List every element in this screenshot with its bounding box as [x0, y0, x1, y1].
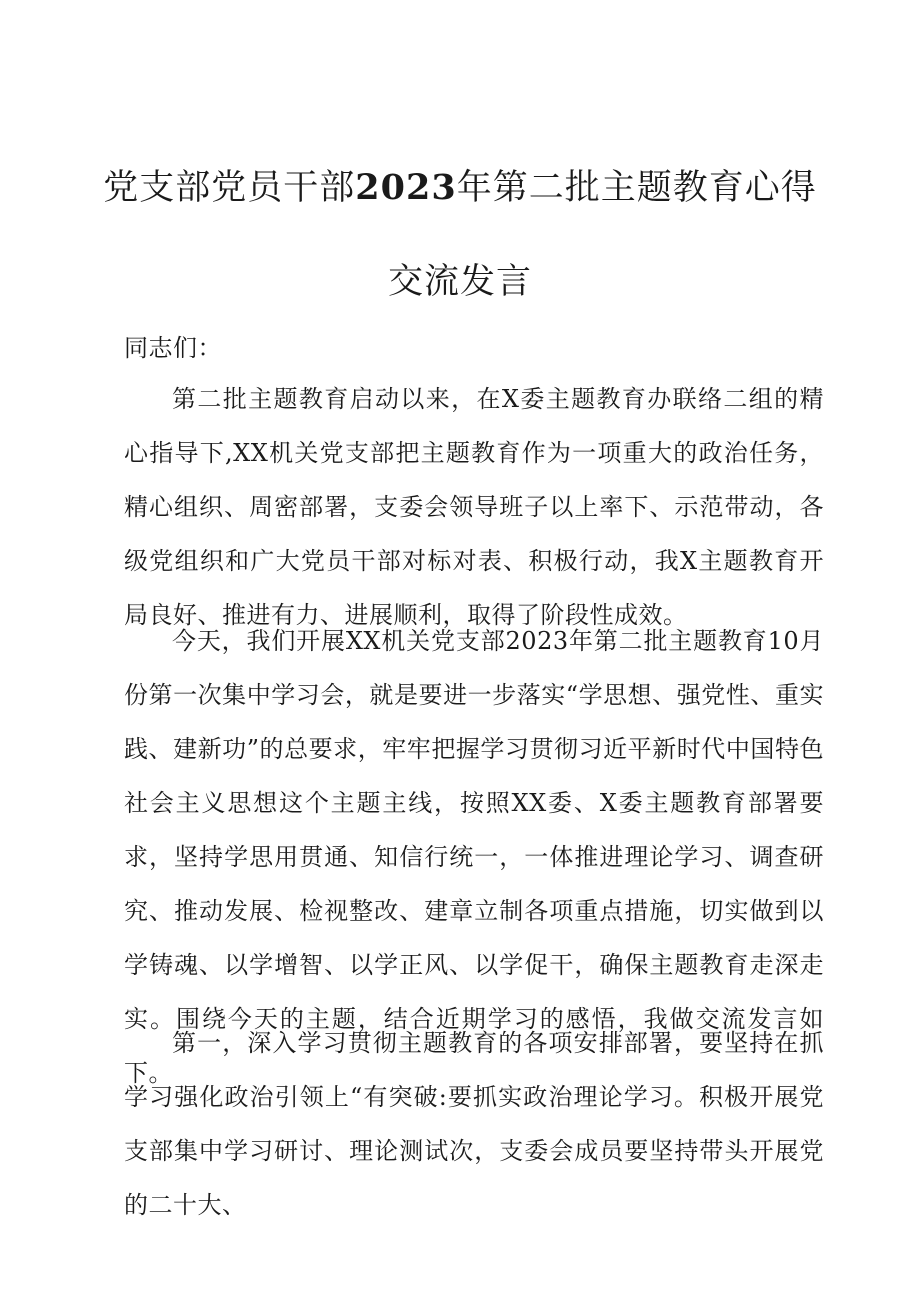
document-title-line-2: 交流发言: [387, 262, 532, 302]
salutation: 同志们：: [124, 334, 222, 362]
document-title-line-1: [0, 160, 920, 210]
title-year: 2023: [355, 167, 457, 208]
paragraph-1: 第二批主题教育启动以来，在X委主题教育办联络二组的精心指导下,XX机关党支部把主题教育作为一项重大的政治任务，精心组织、周密部署，支委会领导班子以上率下、示范带动，各级党组织和广大党员干部对标对表、积极行动，我X主题教育开局良好、推进有力、进展顺利，取得了阶段性成效。: [124, 385, 824, 629]
title-prefix: 党支部党员干部: [103, 168, 356, 208]
paragraph-2: 今天，我们开展XX机关党支部2023年第二批主题教育10月份第一次集中学习会，就是要进一步落实“学思想、强党性、重实践、建新功”的总要求，牢牢把握学习贯彻习近平新时代中国特色社会主义思想这个主题主线，按照XX委、X委主题教育部署要求，坚持学思用贯通、知信行统一，一体推进理论学习、调查研究、推动发展、检视整改、建章立制各项重点措施，切实做到以学铸魂、以学增智、以学正风、以学促干，确保主题教育走深走实。围绕今天的主题，结合近期学习的感悟，我做交流发言如下。: [124, 627, 824, 1087]
paragraph-3: 第一，深入学习贯彻主题教育的各项安排部署，要坚持在抓学习强化政治引领上“有突破:要抓实政治理论学习。积极开展党支部集中学习研讨、理论测试次，支委会成员要坚持带头开展党的二十大、: [124, 1029, 824, 1219]
title-suffix: 年第二批主题教育心得: [456, 168, 817, 208]
